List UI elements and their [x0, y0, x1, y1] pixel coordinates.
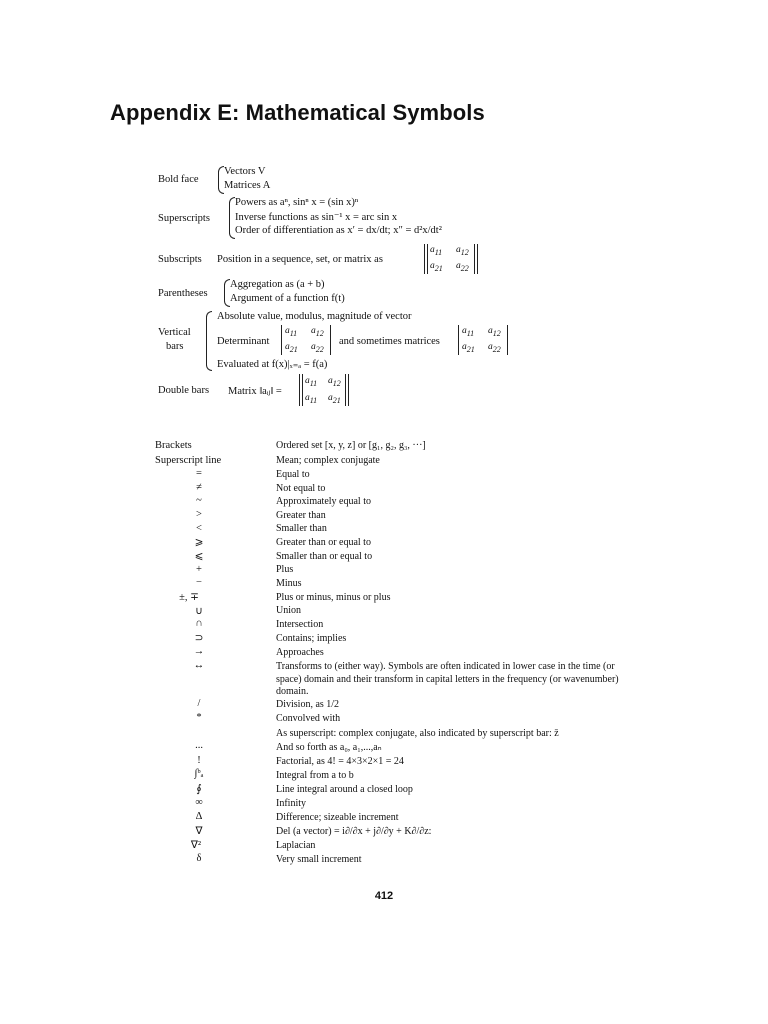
- desc-not-equal: Not equal to: [276, 483, 326, 494]
- desc-delta: Difference; sizeable increment: [276, 812, 399, 823]
- symbol-greater-equal: ⩾: [194, 537, 204, 548]
- parentheses-label: Parentheses: [158, 288, 208, 299]
- desc-integral: Integral from a to b: [276, 770, 354, 781]
- page-number: 412: [374, 890, 394, 902]
- desc-convolved: Convolved with: [276, 713, 341, 724]
- symbol-smaller: <: [196, 523, 202, 534]
- desc-greater: Greater than: [276, 510, 326, 521]
- desc-del: Del (a vector) = i∂/∂x + j∂/∂y + K∂/∂z:: [276, 826, 432, 837]
- vertical-bars-sometimes: and sometimes matrices: [339, 336, 440, 347]
- vertical-bars-evaluated: Evaluated at f(x)|ₓ₌ₐ = f(a): [217, 359, 328, 370]
- desc-smaller: Smaller than: [276, 523, 327, 534]
- superscripts-line-2: Inverse functions as sin⁻¹ x = arc sin x: [235, 212, 398, 223]
- desc-contains: Contains; implies: [276, 633, 347, 644]
- desc-division: Division, as 1/2: [276, 699, 340, 710]
- delta-icon: Δ: [195, 811, 203, 822]
- bold-face-vectors: Vectors V: [224, 166, 266, 177]
- nabla-icon: ∇: [195, 826, 203, 837]
- integral-icon: ∫ᵇₐ: [194, 768, 204, 779]
- symbol-brackets: Brackets: [155, 440, 192, 451]
- symbol-convolved: *: [196, 712, 202, 723]
- symbol-smaller-equal: ⩽: [194, 551, 204, 562]
- subscripts-text: Position in a sequence, set, or matrix as: [217, 254, 383, 265]
- double-bars-matrix-text: Matrix ‖aᵢⱼ‖ =: [228, 386, 282, 397]
- desc-greater-equal: Greater than or equal to: [276, 537, 371, 548]
- symbol-superscript-line: Superscript line: [155, 455, 222, 466]
- symbol-approaches: →: [193, 646, 205, 657]
- vertical-bars-line-1: Absolute value, modulus, magnitude of vector: [217, 311, 412, 322]
- vertical-bars-label-2: bars: [166, 341, 184, 352]
- contour-integral-icon: ∮: [196, 784, 202, 795]
- parentheses-line-2: Argument of a function f(t): [230, 293, 345, 304]
- double-bars-label: Double bars: [158, 385, 210, 396]
- vertical-bars-brace: [206, 311, 212, 371]
- superscripts-label: Superscripts: [158, 213, 210, 224]
- symbol-plus: +: [196, 564, 202, 575]
- superscripts-line-3: Order of differentiation as x′ = dx/dt; x″ = d²x/dt²: [235, 225, 442, 236]
- vertical-bars-label-1: Vertical: [158, 327, 191, 338]
- desc-plus-minus: Plus or minus, minus or plus: [276, 592, 391, 603]
- symbol-equal: =: [196, 468, 202, 479]
- symbol-greater: >: [196, 509, 202, 520]
- symbol-union: ∪: [195, 606, 203, 617]
- superscripts-line-1: Powers as aⁿ, sinⁿ x = (sin x)ⁿ: [235, 197, 359, 208]
- vertical-bars-determinant: Determinant: [217, 336, 270, 347]
- symbol-ellipsis: ...: [195, 740, 203, 751]
- symbol-division: /: [197, 698, 201, 709]
- desc-factorial: Factorial, as 4! = 4×3×2×1 = 24: [276, 756, 404, 767]
- parentheses-line-1: Aggregation as (a + b): [230, 279, 325, 290]
- symbol-not-equal: ≠: [196, 482, 202, 493]
- desc-transforms: Transforms to (either way). Symbols are often indicated in lower case in the time (or space) domain and their transform in capital letters in the frequency (or wavenumber) domain.: [276, 661, 619, 697]
- desc-ellipsis: And so forth as a₀, a₁,...,aₙ: [276, 742, 382, 753]
- desc-union: Union: [276, 605, 301, 616]
- page-title: Appendix E: Mathematical Symbols: [110, 100, 485, 125]
- symbol-approx: ~: [196, 495, 202, 506]
- desc-smaller-equal: Smaller than or equal to: [276, 551, 373, 562]
- small-delta-icon: δ: [196, 853, 202, 864]
- desc-minus: Minus: [276, 578, 302, 589]
- symbol-contains: ⊃: [194, 633, 204, 644]
- desc-conjugate-superscript: As superscript: complex conjugate, also indicated by superscript bar: z̄: [276, 728, 559, 739]
- desc-laplacian: Laplacian: [276, 840, 316, 851]
- symbol-minus: −: [196, 577, 202, 588]
- desc-intersection: Intersection: [276, 619, 324, 630]
- desc-approaches: Approaches: [276, 647, 324, 658]
- desc-equal: Equal to: [276, 469, 310, 480]
- laplacian-icon: ∇²: [190, 840, 202, 851]
- symbol-plus-minus: ±, ∓: [179, 592, 199, 603]
- symbol-transforms: ↔: [193, 660, 205, 671]
- desc-small-increment: Very small increment: [276, 854, 362, 865]
- subscripts-label: Subscripts: [158, 254, 202, 265]
- desc-superscript-line: Mean; complex conjugate: [276, 455, 380, 466]
- infinity-icon: ∞: [195, 797, 203, 808]
- bold-face-matrices: Matrices A: [224, 180, 271, 191]
- symbol-factorial: !: [197, 755, 201, 766]
- symbol-intersection: ∩: [195, 618, 203, 629]
- desc-brackets: Ordered set [x, y, z] or [g₁, g₂, g₃, ···]: [276, 440, 426, 451]
- bold-face-label: Bold face: [158, 174, 199, 185]
- desc-approx: Approximately equal to: [276, 496, 371, 507]
- desc-plus: Plus: [276, 564, 294, 575]
- desc-infinity: Infinity: [276, 798, 306, 809]
- desc-contour-integral: Line integral around a closed loop: [276, 784, 413, 795]
